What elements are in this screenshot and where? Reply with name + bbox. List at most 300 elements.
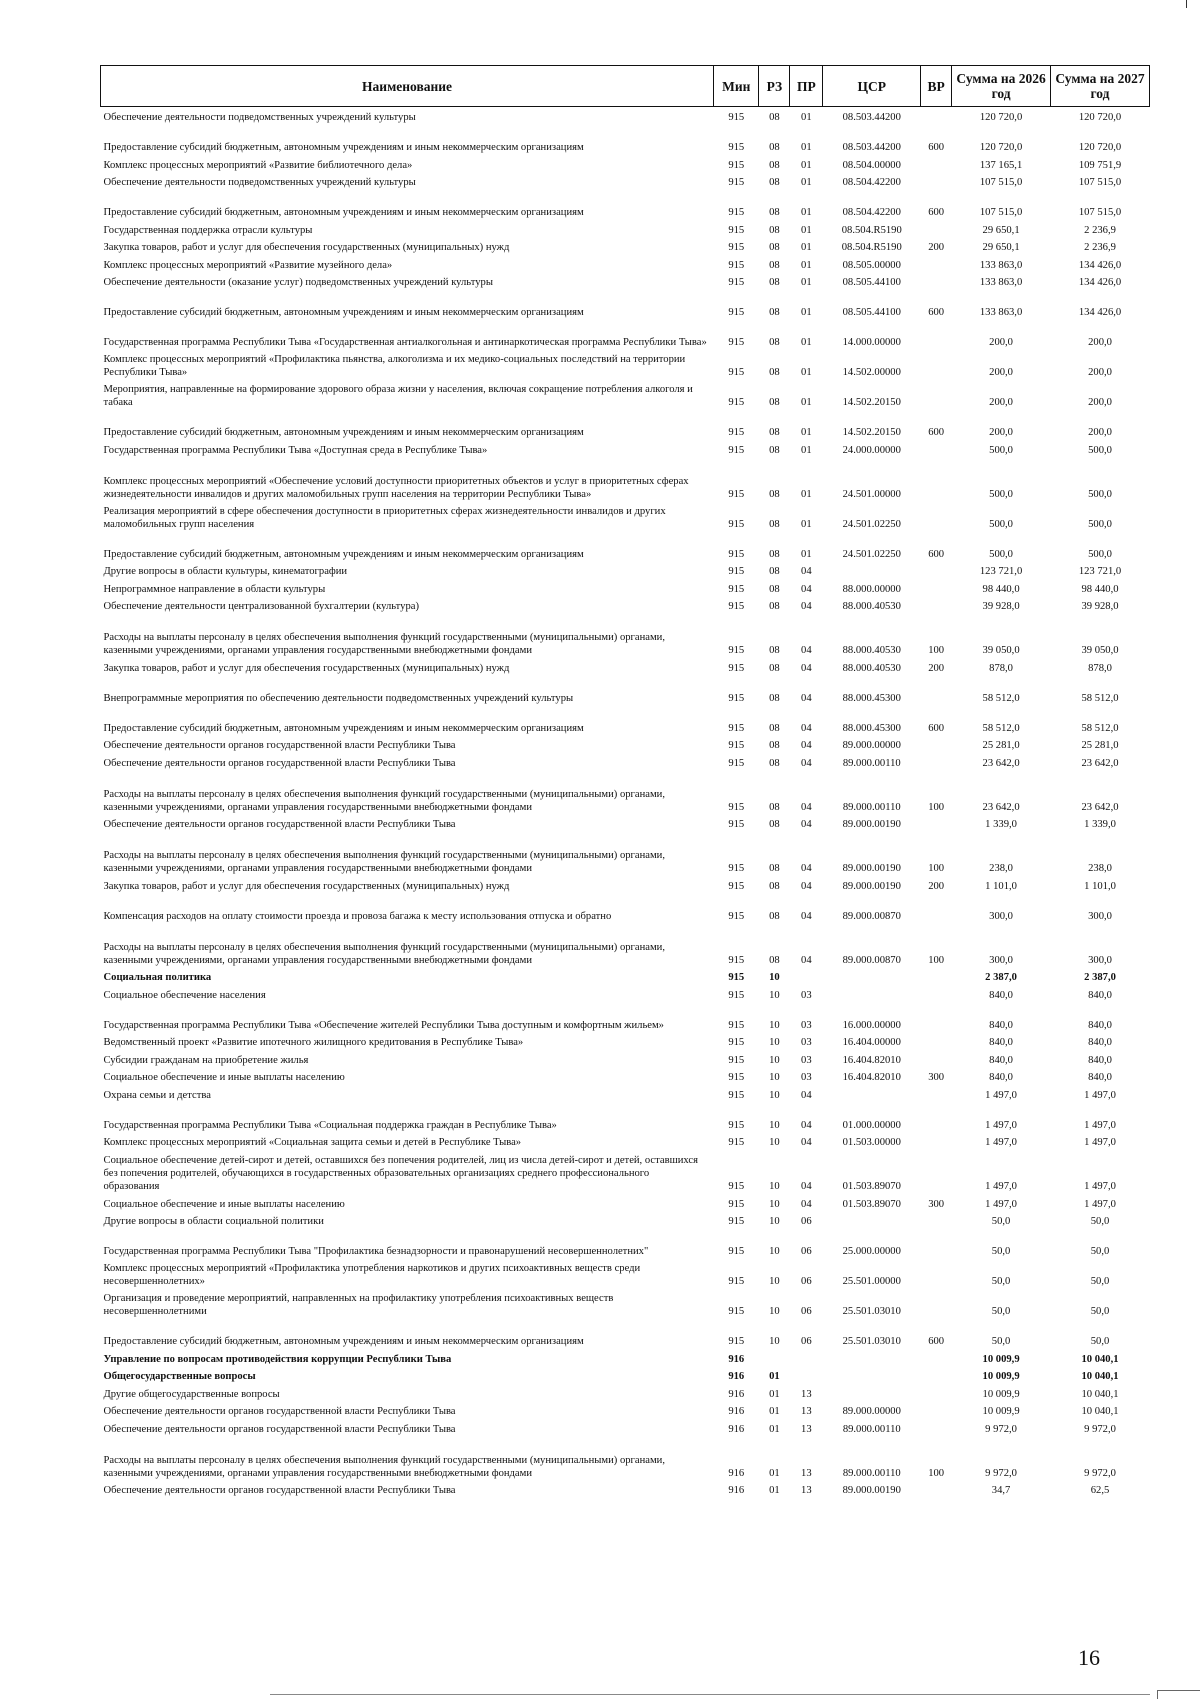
row-pr: 13 xyxy=(801,1423,812,1435)
header-min: Мин xyxy=(714,66,759,107)
row-vr xyxy=(921,1228,952,1258)
row-csr: 25.501.03010 xyxy=(842,1336,901,1347)
row-vr xyxy=(921,457,952,501)
row-sum-2027: 50,0 xyxy=(1090,1246,1110,1257)
row-sum-2027: 50,0 xyxy=(1090,1216,1110,1227)
row-sum-2027: 107 515,0 xyxy=(1078,207,1122,218)
row-min: 915 xyxy=(728,662,745,674)
row-min: 915 xyxy=(728,427,745,438)
row-sum-2027: 62,5 xyxy=(1090,1485,1110,1496)
row-sum-2026: 200,0 xyxy=(989,367,1013,378)
row-vr xyxy=(921,319,952,349)
row-min: 915 xyxy=(728,972,745,983)
row-name: Субсидии гражданам на приобретение жилья xyxy=(103,1054,309,1066)
row-rz xyxy=(759,1348,790,1366)
row-name: Обеспечение деятельности органов государственной власти Республики Тыва xyxy=(103,1485,456,1496)
row-pr: 04 xyxy=(801,692,812,704)
row-sum-2026: 1 497,0 xyxy=(985,1119,1017,1131)
row-vr xyxy=(921,219,952,237)
row-pr: 06 xyxy=(801,1306,812,1317)
row-min: 915 xyxy=(728,863,745,874)
row-sum-2026: 133 863,0 xyxy=(979,307,1023,318)
row-name: Обеспечение деятельности (оказание услуг) подведомственных учреждений культуры xyxy=(103,277,493,288)
row-sum-2027: 109 751,9 xyxy=(1078,159,1122,171)
row-rz: 08 xyxy=(769,142,780,153)
table-row xyxy=(101,107,1150,125)
table-row xyxy=(101,439,1150,457)
row-rz: 08 xyxy=(769,757,780,769)
row-min: 915 xyxy=(728,142,745,153)
row-pr: 13 xyxy=(801,1406,812,1417)
row-rz: 10 xyxy=(769,989,780,1001)
row-sum-2026: 25 281,0 xyxy=(982,740,1020,751)
row-rz: 10 xyxy=(769,1089,780,1101)
row-csr: 08.504.42200 xyxy=(842,207,901,218)
row-rz: 08 xyxy=(769,863,780,874)
row-rz: 08 xyxy=(769,601,780,612)
row-sum-2027: 500,0 xyxy=(1088,444,1112,456)
row-sum-2027: 500,0 xyxy=(1088,488,1112,500)
row-min: 915 xyxy=(728,397,745,408)
table-row xyxy=(101,752,1150,770)
row-vr xyxy=(921,1032,952,1050)
row-sum-2027: 2 236,9 xyxy=(1084,224,1116,236)
row-min: 915 xyxy=(728,1306,745,1317)
row-sum-2026: 840,0 xyxy=(989,1072,1013,1083)
row-rz: 08 xyxy=(769,518,780,530)
row-rz: 08 xyxy=(769,112,780,123)
row-name: Другие общегосударственные вопросы xyxy=(103,1388,280,1400)
table-row xyxy=(101,189,1150,219)
row-name: Предоставление субсидий бюджетным, автономным учреждениям и иным некоммерческим организациям xyxy=(103,722,584,734)
row-sum-2027: 238,0 xyxy=(1088,863,1112,874)
row-rz: 08 xyxy=(769,880,780,892)
row-pr: 01 xyxy=(801,159,812,171)
row-vr xyxy=(921,349,952,379)
row-rz: 10 xyxy=(769,1336,780,1347)
row-sum-2027: 840,0 xyxy=(1088,1037,1112,1048)
row-pr: 04 xyxy=(801,954,812,966)
row-name: Закупка товаров, работ и услуг для обеспечения государственных (муниципальных) нужд xyxy=(103,242,510,253)
row-sum-2026: 23 642,0 xyxy=(982,801,1020,813)
row-name: Расходы на выплаты персоналу в целях обеспечения выполнения функций государственными (муниципальными) органами, казенными учреждениями, органами управления государственными внебюджетными фондами xyxy=(103,850,665,874)
row-pr: 01 xyxy=(801,224,812,236)
row-name: Управление по вопросам противодействия коррупции Республики Тыва xyxy=(103,1353,452,1365)
row-min: 915 xyxy=(728,819,745,830)
row-csr: 24.501.00000 xyxy=(842,488,901,500)
row-name: Социальная политика xyxy=(103,972,212,983)
row-vr xyxy=(921,1132,952,1150)
row-name: Предоставление субсидий бюджетным, автономным учреждениям и иным некоммерческим организациям xyxy=(103,1336,584,1347)
row-sum-2026: 840,0 xyxy=(989,1037,1013,1048)
row-vr: 100 xyxy=(928,954,945,966)
row-min: 916 xyxy=(728,1353,745,1365)
row-rz: 08 xyxy=(769,427,780,438)
row-rz: 10 xyxy=(769,1119,780,1131)
row-csr: 25.501.00000 xyxy=(842,1276,901,1287)
row-pr: 13 xyxy=(801,1485,812,1496)
row-sum-2027: 50,0 xyxy=(1090,1276,1110,1287)
row-vr xyxy=(921,379,952,409)
row-rz: 10 xyxy=(769,1198,780,1210)
row-vr xyxy=(921,439,952,457)
row-pr: 06 xyxy=(801,1246,812,1257)
table-row xyxy=(101,219,1150,237)
table-row xyxy=(101,1132,1150,1150)
row-name: Комплекс процессных мероприятий «Социальная защита семьи и детей в Республике Тыва» xyxy=(103,1137,522,1148)
row-name: Мероприятия, направленные на формирование здорового образа жизни у населения, включая сокращение потребления алкоголя и табака xyxy=(103,384,693,408)
row-csr: 14.502.20150 xyxy=(842,397,901,408)
row-rz: 08 xyxy=(769,583,780,595)
table-row xyxy=(101,1228,1150,1258)
row-pr: 04 xyxy=(801,1089,812,1101)
row-vr xyxy=(921,172,952,190)
top-edge-mark xyxy=(1186,0,1187,8)
row-name: Охрана семьи и детства xyxy=(103,1089,211,1101)
row-sum-2027: 9 972,0 xyxy=(1084,1423,1116,1435)
row-csr: 89.000.00190 xyxy=(842,863,901,874)
row-name: Обеспечение деятельности подведомственных учреждений культуры xyxy=(103,177,416,188)
row-sum-2026: 10 009,9 xyxy=(982,1353,1020,1365)
row-sum-2027: 98 440,0 xyxy=(1081,583,1119,595)
row-csr: 24.501.02250 xyxy=(842,548,901,560)
row-sum-2027: 1 497,0 xyxy=(1084,1137,1116,1148)
row-sum-2027: 120 720,0 xyxy=(1078,112,1122,123)
row-rz: 08 xyxy=(769,548,780,560)
row-csr: 08.504.42200 xyxy=(842,177,901,188)
row-pr: 06 xyxy=(801,1216,812,1227)
row-vr xyxy=(921,893,952,923)
row-sum-2026: 1 497,0 xyxy=(985,1089,1017,1101)
row-sum-2026: 50,0 xyxy=(991,1246,1011,1257)
row-name: Социальное обеспечение населения xyxy=(103,989,266,1001)
row-sum-2026: 500,0 xyxy=(989,548,1013,560)
row-csr: 16.404.82010 xyxy=(842,1054,901,1066)
row-min: 916 xyxy=(728,1406,745,1417)
row-sum-2026: 50,0 xyxy=(991,1276,1011,1287)
row-name: Обеспечение деятельности органов государственной власти Республики Тыва xyxy=(103,740,456,751)
row-sum-2026: 39 928,0 xyxy=(982,601,1020,612)
row-vr: 600 xyxy=(928,207,945,218)
table-row xyxy=(101,457,1150,501)
row-rz: 08 xyxy=(769,337,780,348)
row-rz: 10 xyxy=(769,1137,780,1148)
row-sum-2026: 50,0 xyxy=(991,1216,1011,1227)
row-sum-2026: 133 863,0 xyxy=(979,277,1023,288)
row-vr xyxy=(921,984,952,1002)
row-sum-2027: 200,0 xyxy=(1088,397,1112,408)
row-min: 915 xyxy=(728,307,745,318)
row-pr: 04 xyxy=(801,583,812,595)
row-rz: 10 xyxy=(769,1054,780,1066)
row-csr: 08.504.R5190 xyxy=(841,242,902,253)
header-rz: РЗ xyxy=(759,66,790,107)
row-min: 915 xyxy=(728,548,745,560)
table-row xyxy=(101,237,1150,255)
table-row xyxy=(101,409,1150,439)
row-pr: 01 xyxy=(801,444,812,456)
table-row xyxy=(101,1211,1150,1229)
row-sum-2027: 200,0 xyxy=(1088,367,1112,378)
row-name: Государственная программа Республики Тыва «Доступная среда в Республике Тыва» xyxy=(103,444,488,456)
row-vr xyxy=(921,1383,952,1401)
row-csr: 88.000.40530 xyxy=(842,645,901,656)
row-name: Предоставление субсидий бюджетным, автономным учреждениям и иным некоммерческим организациям xyxy=(103,307,584,318)
row-csr xyxy=(823,1084,921,1102)
row-sum-2027: 58 512,0 xyxy=(1081,722,1119,734)
row-sum-2027: 300,0 xyxy=(1088,910,1112,922)
row-sum-2026: 200,0 xyxy=(989,397,1013,408)
row-sum-2027: 200,0 xyxy=(1088,337,1112,348)
row-sum-2027: 120 720,0 xyxy=(1078,142,1122,153)
table-row xyxy=(101,349,1150,379)
row-vr: 300 xyxy=(928,1198,945,1210)
row-rz: 01 xyxy=(769,1467,780,1479)
table-header-row xyxy=(101,66,1150,107)
row-csr: 08.505.00000 xyxy=(842,259,901,271)
row-vr xyxy=(921,578,952,596)
row-pr: 01 xyxy=(801,207,812,218)
row-pr: 04 xyxy=(801,722,812,734)
row-rz: 10 xyxy=(769,1246,780,1257)
table-row xyxy=(101,319,1150,349)
row-name: Закупка товаров, работ и услуг для обеспечения государственных (муниципальных) нужд xyxy=(103,662,510,674)
row-rz: 08 xyxy=(769,397,780,408)
bottom-edge-line xyxy=(270,1694,1150,1695)
row-csr: 14.502.20150 xyxy=(842,427,901,438)
row-pr: 01 xyxy=(801,142,812,153)
row-vr: 100 xyxy=(928,801,945,813)
header-name: Наименование xyxy=(101,66,714,107)
row-sum-2027: 123 721,0 xyxy=(1078,566,1122,577)
row-name: Реализация мероприятий в сфере обеспечения доступности в приоритетных сферах жизнедеятельности инвалидов и других маломобильных групп населения xyxy=(103,505,666,530)
row-sum-2026: 1 101,0 xyxy=(985,880,1017,892)
row-min: 915 xyxy=(728,259,745,271)
table-row xyxy=(101,379,1150,409)
row-sum-2026: 500,0 xyxy=(989,488,1013,500)
row-csr: 89.000.00190 xyxy=(842,1485,901,1496)
row-min: 915 xyxy=(728,444,745,456)
row-rz: 08 xyxy=(769,159,780,171)
table-row xyxy=(101,1032,1150,1050)
row-rz: 08 xyxy=(769,645,780,656)
row-rz: 10 xyxy=(769,1276,780,1287)
header-sum-2026: Сумма на 2026 год xyxy=(952,66,1051,107)
table-row xyxy=(101,967,1150,985)
table-row xyxy=(101,1067,1150,1085)
row-vr xyxy=(921,154,952,172)
row-csr: 89.000.00190 xyxy=(842,819,901,830)
row-name: Обеспечение деятельности органов государственной власти Республики Тыва xyxy=(103,819,456,830)
row-csr: 24.501.02250 xyxy=(842,518,901,530)
row-csr: 25.000.00000 xyxy=(842,1246,901,1257)
row-sum-2026: 29 650,1 xyxy=(982,242,1020,253)
row-vr xyxy=(921,1348,952,1366)
row-name: Обеспечение деятельности органов государственной власти Республики Тыва xyxy=(103,757,456,769)
table-row xyxy=(101,657,1150,675)
row-min: 915 xyxy=(728,1054,745,1066)
row-min: 915 xyxy=(728,242,745,253)
row-vr xyxy=(921,967,952,985)
row-name: Обеспечение деятельности подведомственных учреждений культуры xyxy=(103,112,416,123)
table-row xyxy=(101,814,1150,832)
row-sum-2026: 9 972,0 xyxy=(985,1467,1017,1479)
row-csr: 14.000.00000 xyxy=(842,337,901,348)
row-sum-2026: 10 009,9 xyxy=(982,1371,1020,1382)
row-rz: 08 xyxy=(769,566,780,577)
row-sum-2026: 238,0 xyxy=(989,863,1013,874)
table-row xyxy=(101,675,1150,705)
row-sum-2027: 50,0 xyxy=(1090,1306,1110,1317)
row-name: Предоставление субсидий бюджетным, автономным учреждениям и иным некоммерческим организациям xyxy=(103,548,584,560)
row-csr: 01.000.00000 xyxy=(842,1119,901,1131)
row-min: 915 xyxy=(728,1336,745,1347)
row-min: 916 xyxy=(728,1467,745,1479)
row-pr: 06 xyxy=(801,1336,812,1347)
row-csr: 89.000.00110 xyxy=(842,1467,901,1479)
row-sum-2027: 10 040,1 xyxy=(1081,1406,1119,1417)
row-sum-2026: 107 515,0 xyxy=(979,207,1023,218)
row-min: 915 xyxy=(728,601,745,612)
row-sum-2026: 23 642,0 xyxy=(982,757,1020,769)
row-name: Государственная поддержка отрасли культуры xyxy=(103,224,313,236)
row-sum-2027: 840,0 xyxy=(1088,1054,1112,1066)
row-pr xyxy=(790,1366,823,1384)
row-rz: 08 xyxy=(769,819,780,830)
row-name: Комплекс процессных мероприятий «Профилактика пьянства, алкоголизма и их медико-социальных последствий на территории Республики Тыва» xyxy=(103,354,686,378)
row-pr: 13 xyxy=(801,1388,812,1400)
table-row xyxy=(101,561,1150,579)
row-pr: 01 xyxy=(801,488,812,500)
row-vr xyxy=(921,1002,952,1032)
row-rz: 01 xyxy=(769,1485,780,1496)
row-name: Государственная программа Республики Тыва "Профилактика безнадзорности и правонарушений несовершеннолетних" xyxy=(103,1246,649,1257)
row-sum-2026: 39 050,0 xyxy=(982,645,1020,656)
row-csr: 89.000.00110 xyxy=(842,1423,901,1435)
row-name: Расходы на выплаты персоналу в целях обеспечения выполнения функций государственными (муниципальными) органами, казенными учреждениями, органами управления государственными внебюджетными фондами xyxy=(103,941,665,966)
row-sum-2026: 29 650,1 xyxy=(982,224,1020,236)
row-csr: 08.504.R5190 xyxy=(841,224,902,236)
row-min: 915 xyxy=(728,722,745,734)
row-min: 915 xyxy=(728,566,745,577)
row-pr: 01 xyxy=(801,367,812,378)
row-sum-2027: 500,0 xyxy=(1088,548,1112,560)
row-rz: 10 xyxy=(769,1216,780,1227)
row-min: 915 xyxy=(728,954,745,966)
row-min: 916 xyxy=(728,1485,745,1496)
row-sum-2027: 1 497,0 xyxy=(1084,1119,1116,1131)
table-row xyxy=(101,1102,1150,1132)
row-min: 915 xyxy=(728,518,745,530)
row-vr xyxy=(921,1049,952,1067)
row-name: Предоставление субсидий бюджетным, автономным учреждениям и иным некоммерческим организациям xyxy=(103,142,584,153)
row-min: 915 xyxy=(728,1198,745,1210)
row-name: Социальное обеспечение детей-сирот и детей, оставшихся без попечения родителей, лиц из числа детей-сирот и детей, оставшихся без попечения родителей, обучающихся в государственных образовательных организациях среднего профессионального образования xyxy=(103,1155,698,1192)
row-rz: 08 xyxy=(769,740,780,751)
row-csr: 14.502.00000 xyxy=(842,367,901,378)
row-rz: 08 xyxy=(769,307,780,318)
row-sum-2026: 34,7 xyxy=(991,1485,1011,1496)
row-name: Предоставление субсидий бюджетным, автономным учреждениям и иным некоммерческим организациям xyxy=(103,207,584,218)
row-vr xyxy=(921,254,952,272)
table-row xyxy=(101,1383,1150,1401)
row-csr: 01.503.00000 xyxy=(842,1137,901,1148)
row-min: 915 xyxy=(728,1276,745,1287)
row-rz: 08 xyxy=(769,207,780,218)
row-pr: 03 xyxy=(801,1072,812,1083)
row-csr: 01.503.89070 xyxy=(842,1198,901,1210)
row-sum-2026: 1 497,0 xyxy=(985,1198,1017,1210)
row-pr: 03 xyxy=(801,1037,812,1048)
row-sum-2027: 2 236,9 xyxy=(1084,242,1116,253)
row-sum-2027: 23 642,0 xyxy=(1081,801,1119,813)
row-name: Другие вопросы в области социальной политики xyxy=(103,1216,324,1227)
table-row xyxy=(101,1318,1150,1348)
row-min: 915 xyxy=(728,112,745,123)
row-sum-2027: 878,0 xyxy=(1088,662,1112,674)
table-row xyxy=(101,1348,1150,1366)
row-rz: 10 xyxy=(769,972,780,983)
row-name: Ведомственный проект «Развитие ипотечного жилищного кредитования в Республике Тыва» xyxy=(103,1037,524,1048)
row-pr: 04 xyxy=(801,740,812,751)
row-name: Расходы на выплаты персоналу в целях обеспечения выполнения функций государственными (муниципальными) органами, казенными учреждениями, органами управления государственными внебюджетными фондами xyxy=(103,632,665,656)
row-sum-2027: 10 040,1 xyxy=(1081,1371,1119,1382)
row-min: 915 xyxy=(728,910,745,922)
row-sum-2027: 840,0 xyxy=(1088,989,1112,1001)
row-name: Компенсация расходов на оплату стоимости проезда и провоза багажа к месту использования отпуска и обратно xyxy=(103,910,612,922)
row-pr: 04 xyxy=(801,910,812,922)
row-name: Внепрограммные мероприятия по обеспечению деятельности подведомственных учреждений культуры xyxy=(103,692,574,704)
table-row xyxy=(101,1193,1150,1211)
row-name: Комплекс процессных мероприятий «Профилактика употребления наркотиков и других психоактивных веществ среди несовершеннолетних» xyxy=(103,1263,641,1287)
row-min: 915 xyxy=(728,367,745,378)
row-csr: 89.000.00870 xyxy=(842,910,901,922)
row-rz: 01 xyxy=(769,1423,780,1435)
row-sum-2026: 120 720,0 xyxy=(979,142,1023,153)
row-min: 915 xyxy=(728,1119,745,1131)
row-sum-2026: 50,0 xyxy=(991,1306,1011,1317)
row-sum-2027: 9 972,0 xyxy=(1084,1467,1116,1479)
table-row xyxy=(101,831,1150,875)
row-sum-2026: 123 721,0 xyxy=(979,566,1023,577)
table-body xyxy=(101,107,1150,1498)
row-min: 915 xyxy=(728,224,745,236)
row-rz: 08 xyxy=(769,954,780,966)
row-pr: 01 xyxy=(801,242,812,253)
row-pr: 01 xyxy=(801,307,812,318)
row-vr xyxy=(921,1258,952,1288)
row-csr: 25.501.03010 xyxy=(842,1306,901,1317)
row-rz: 08 xyxy=(769,177,780,188)
row-sum-2027: 58 512,0 xyxy=(1081,692,1119,704)
row-sum-2026: 137 165,1 xyxy=(979,159,1023,171)
row-name: Комплекс процессных мероприятий «Развитие библиотечного дела» xyxy=(103,159,413,171)
row-name: Обеспечение деятельности органов государственной власти Республики Тыва xyxy=(103,1423,456,1435)
row-sum-2027: 39 928,0 xyxy=(1081,601,1119,612)
row-min: 916 xyxy=(728,1371,745,1382)
header-vr: ВР xyxy=(921,66,952,107)
row-csr xyxy=(823,1383,921,1401)
row-pr: 04 xyxy=(801,1119,812,1131)
row-min: 915 xyxy=(728,1246,745,1257)
row-vr xyxy=(921,1366,952,1384)
table-row xyxy=(101,770,1150,814)
row-csr: 88.000.40530 xyxy=(842,662,901,674)
row-sum-2027: 840,0 xyxy=(1088,1019,1112,1031)
row-vr: 600 xyxy=(928,1336,945,1347)
row-sum-2026: 878,0 xyxy=(989,662,1013,674)
row-sum-2027: 134 426,0 xyxy=(1078,277,1122,288)
